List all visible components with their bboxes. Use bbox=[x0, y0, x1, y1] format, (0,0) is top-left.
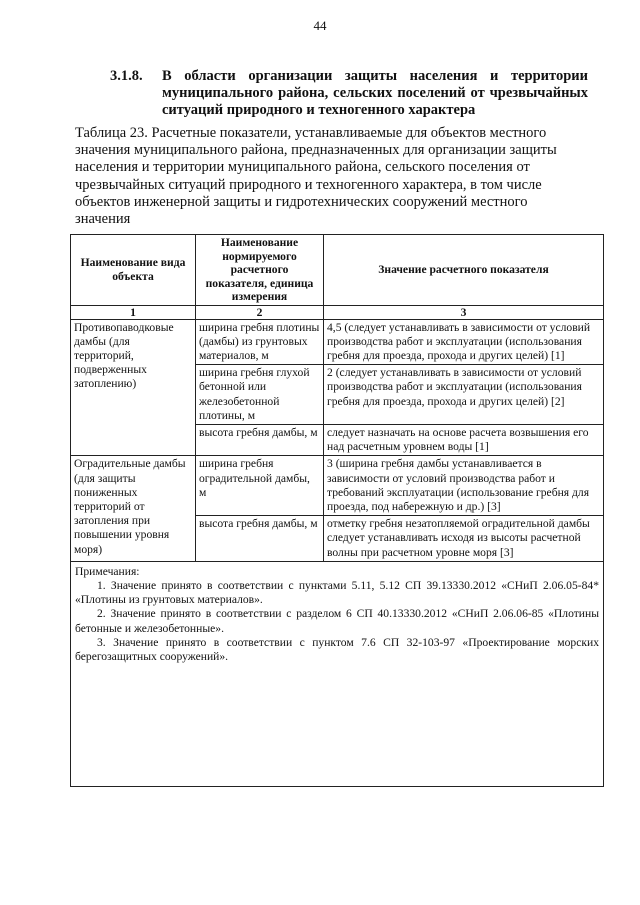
value-cell: 4,5 (следует устанавливать в зависимости от условий производства работ и эксплуатации (использования гребня для проезда, прохода и других целей) [1] bbox=[324, 319, 604, 365]
note-item: 2. Значение принято в соответствии с разделом 6 СП 40.13330.2012 «СНиП 2.06.06-85 «Плотины бетонные и железобетонные». bbox=[75, 607, 599, 635]
section-heading bbox=[110, 68, 588, 119]
section-number: 3.1.8. bbox=[110, 68, 143, 84]
indicator-cell: высота гребня дамбы, м bbox=[196, 424, 324, 455]
note-item: 1. Значение принято в соответствии с пунктами 5.11, 5.12 СП 39.13330.2012 «СНиП 2.06.05-84* «Плотины из грунтовых материалов». bbox=[75, 578, 599, 607]
header-object-type: Наименование вида объекта bbox=[71, 235, 196, 306]
column-number: 1 bbox=[71, 305, 196, 319]
value-cell: следует назначать на основе расчета возвышения его над расчетным уровнем воды [1] bbox=[324, 424, 604, 455]
value-cell: отметку гребня незатопляемой оградительной дамбы следует устанавливать исходя из высоты расчетной волны при расчетном уровне моря [3] bbox=[324, 516, 604, 562]
notes-row bbox=[71, 561, 604, 786]
table-row bbox=[71, 456, 604, 516]
object-type-cell: Противопаводковые дамбы (для территорий, подверженных затоплению) bbox=[71, 319, 196, 456]
indicator-cell: ширина гребня плотины (дамбы) из грунтовых материалов, м bbox=[196, 319, 324, 365]
column-number-row bbox=[71, 305, 604, 319]
indicator-cell: ширина гребня глухой бетонной или железобетонной плотины, м bbox=[196, 365, 324, 425]
notes-cell bbox=[71, 561, 604, 786]
indicator-cell: высота гребня дамбы, м bbox=[196, 516, 324, 562]
header-value: Значение расчетного показателя bbox=[324, 235, 604, 306]
value-cell: 3 (ширина гребня дамбы устанавливается в зависимости от условий производства работ и требований эксплуатации (использование гребня для проезда, под набережную и др.) [3] bbox=[324, 456, 604, 516]
value-cell: 2 (следует устанавливать в зависимости от условий производства работ и эксплуатации (использования гребня для проезда, прохода и других целей) [2] bbox=[324, 365, 604, 425]
table-row bbox=[71, 319, 604, 365]
page-number: 44 bbox=[313, 18, 327, 33]
notes-title: Примечания: bbox=[75, 564, 140, 578]
column-number: 3 bbox=[324, 305, 604, 319]
indicator-cell: ширина гребня оградительной дамбы, м bbox=[196, 456, 324, 516]
header-indicator: Наименование нормируемого расчетного показателя, единица измерения bbox=[196, 235, 324, 306]
indicators-table bbox=[70, 234, 604, 787]
column-number: 2 bbox=[196, 305, 324, 319]
note-item: 3. Значение принято в соответствии с пунктом 7.6 СП 32-103-97 «Проектирование морских берегозащитных сооружений». bbox=[75, 635, 599, 663]
table-caption: Таблица 23. Расчетные показатели, устанавливаемые для объектов местного значения муниципального района, предназначенных для организации защиты населения и территории муниципального района, сельского поселения от чрезвычайных ситуаций природного и техногенного характера, в том числе объектов инженерной защиты и гидротехнических сооружений местного значения bbox=[75, 125, 557, 228]
section-title: В области организации защиты населения и территории муниципального района, сельских поселений от чрезвычайных ситуаций природного и техногенного характера bbox=[162, 68, 588, 118]
table-header-row bbox=[71, 235, 604, 306]
object-type-cell: Оградительные дамбы (для защиты пониженных территорий от затопления при повышении уровня моря) bbox=[71, 456, 196, 561]
